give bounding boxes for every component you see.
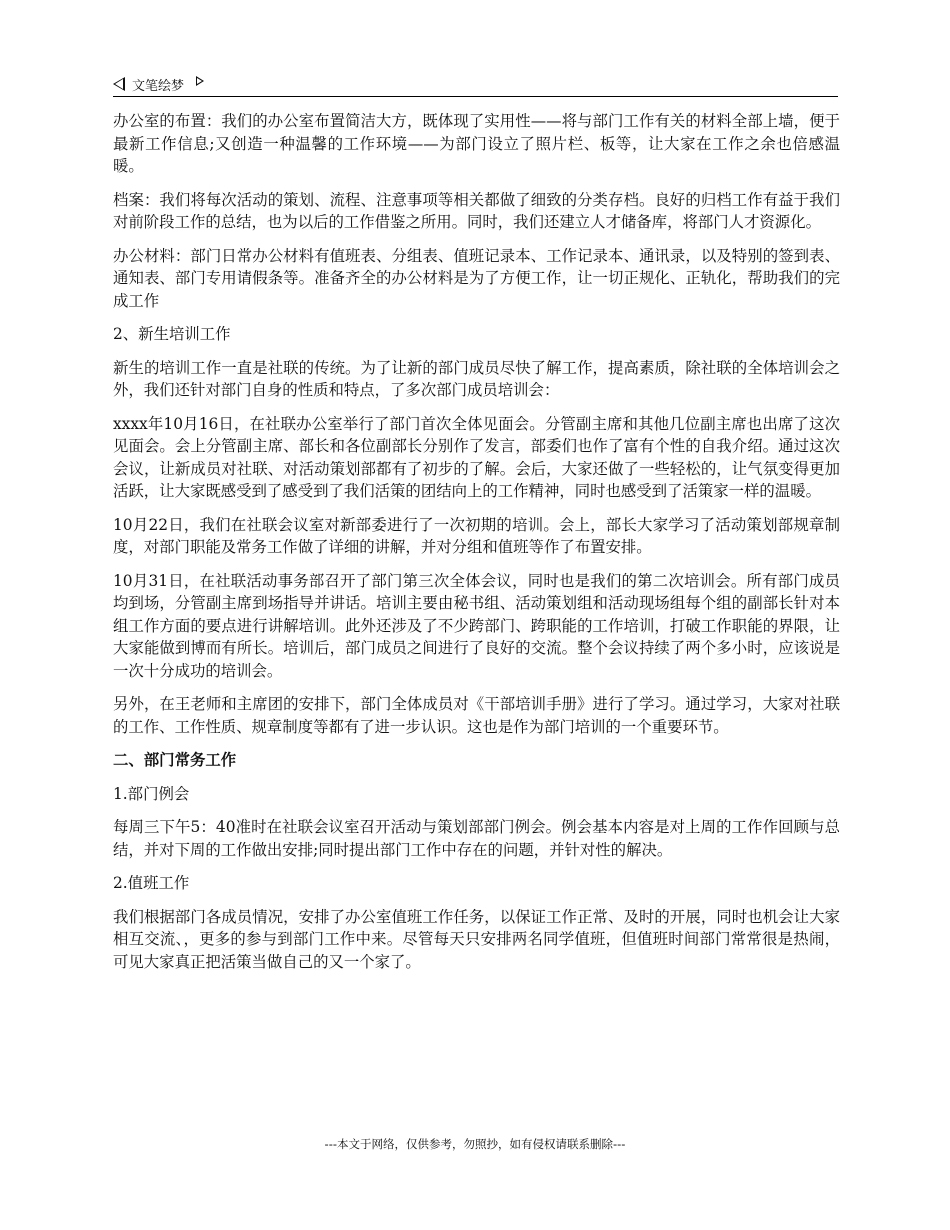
section-subheading: 1.部门例会: [113, 784, 190, 803]
paragraph: 我们根据部门各成员情况，安排了办公室值班工作任务，以保证工作正常、及时的开展，同时也机会让大家相互交流、，更多的参与到部门工作中来。尽管每天只安排两名同学值班，但值班时间部门常常很是热闹，可见大家真正把活策当做自己的又一个家了。: [113, 907, 840, 971]
triangle-right-icon: [196, 76, 204, 86]
triangle-left-icon: [113, 77, 125, 91]
paragraph: 办公材料：部门日常办公材料有值班表、分组表、值班记录本、工作记录本、通讯录，以及特别的签到表、通知表、部门专用请假条等。准备齐全的办公材料是为了方便工作，让一切正规化、正轨化，帮助我们的完成工作: [113, 246, 840, 310]
paragraph: 10月22日，我们在社联会议室对新部委进行了一次初期的培训。会上，部长大家学习了活动策划部规章制度，对部门职能及常务工作做了详细的讲解，并对分组和值班等作了布置安排。: [113, 515, 840, 556]
paragraph: 新生的培训工作一直是社联的传统。为了让新的部门成员尽快了解工作，提高素质，除社联的全体培训会之外，我们还针对部门自身的性质和特点，了多次部门成员培训会：: [113, 358, 840, 399]
section-heading: 二、部门常务工作: [113, 751, 237, 769]
section-subheading: 2.值班工作: [113, 874, 190, 892]
document-body: [113, 110, 840, 984]
brand-logo: [113, 74, 204, 94]
paragraph: 档案：我们将每次活动的策划、流程、注意事项等相关都做了细致的分类存档。良好的归档工作有益于我们对前阶段工作的总结，也为以后的工作借鉴之所用。同时，我们还建立人才储备库，将部门人才资源化。: [113, 190, 840, 231]
footer-disclaimer: ---本文于网络，仅供参考，勿照抄，如有侵权请联系删除---: [324, 1137, 626, 1151]
paragraph: xxxx年10月16日，在社联办公室举行了部门首次全体见面会。分管副主席和其他几位副主席也出席了这次见面会。会上分管副主席、部长和各位副部长分别作了发言，部委们也作了富有个性的自我介绍。通过这次会议，让新成员对社联、对活动策划部都有了初步的了解。会后，大家还做了一些轻松的，让气氛变得更加活跃，让大家既感受到了感受到了我们活策的团结向上的工作精神，同时也感受到了活策家一样的温暖。: [113, 414, 840, 500]
paragraph: 每周三下午5：40准时在社联会议室召开活动与策划部部门例会。例会基本内容是对上周的工作作回顾与总结，并对下周的工作做出安排;同时提出部门工作中存在的问题，并针对性的解决。: [113, 818, 840, 859]
brand-name: 文笔绘梦: [132, 78, 185, 94]
paragraph: 另外，在王老师和主席团的安排下，部门全体成员对《干部培训手册》进行了学习。通过学习，大家对社联的工作、工作性质、规章制度等都有了进一步认识。这也是作为部门培训的一个重要环节。: [113, 695, 840, 736]
section-subheading: 2、新生培训工作: [113, 325, 231, 343]
page-header: [113, 72, 838, 97]
paragraph: 10月31日，在社联活动事务部召开了部门第三次全体会议，同时也是我们的第二次培训会。所有部门成员均到场，分管副主席到场指导并讲话。培训主要由秘书组、活动策划组和活动现场组每个组的副部长针对本组工作方面的要点进行讲解培训。此外还涉及了不少跨部门、跨职能的工作培训，打破工作职能的界限，让大家能做到博而有所长。培训后，部门成员之间进行了良好的交流。整个会议持续了两个多小时，应该说是一次十分成功的培训会。: [113, 571, 840, 680]
paragraph: 办公室的布置：我们的办公室布置简洁大方，既体现了实用性——将与部门工作有关的材料全部上墙，便于最新工作信息;又创造一种温馨的工作环境——为部门设立了照片栏、板等，让大家在工作之余也倍感温暖。: [113, 112, 840, 175]
